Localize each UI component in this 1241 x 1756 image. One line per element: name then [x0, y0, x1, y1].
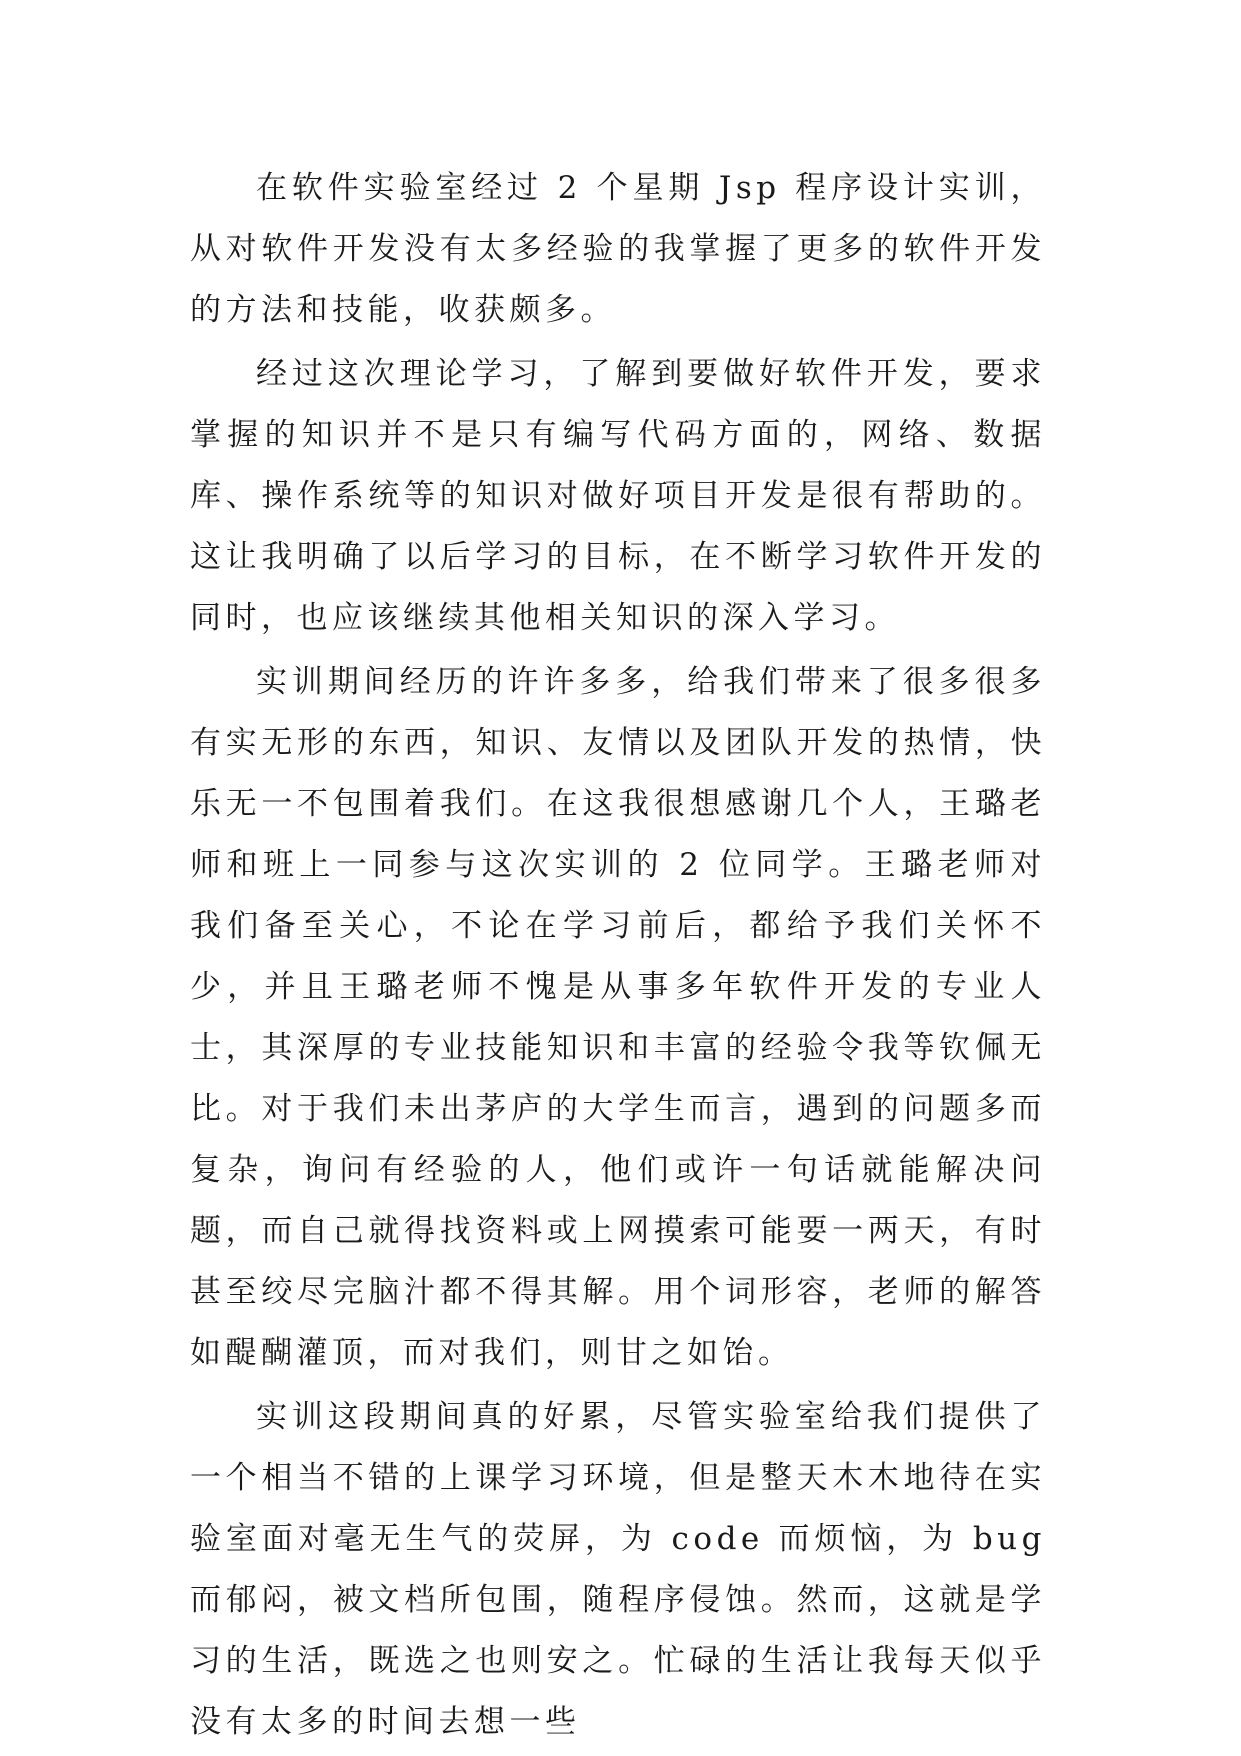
paragraph-2: 经过这次理论学习，了解到要做好软件开发，要求掌握的知识并不是只有编写代码方面的，网络、数据库、操作系统等的知识对做好项目开发是很有帮助的。这让我明确了以后学习的目标，在不断学习软件开发的同时，也应该继续其他相关知识的深入学习。 — [190, 356, 1046, 636]
document-body — [190, 158, 1046, 1756]
paragraph-1: 在软件实验室经过 2 个星期 Jsp 程序设计实训，从对软件开发没有太多经验的我掌握了更多的软件开发的方法和技能，收获颇多。 — [190, 170, 1046, 328]
paragraph-4: 实训这段期间真的好累，尽管实验室给我们提供了一个相当不错的上课学习环境，但是整天木木地待在实验室面对毫无生气的荧屏，为 code 而烦恼，为 bug 而郁闷，被文档所包围，随程序侵蚀。然而，这就是学习的生活，既选之也则安之。忙碌的生活让我每天似乎没有太多的时间去想一些 — [190, 1399, 1046, 1740]
paragraph-3: 实训期间经历的许许多多，给我们带来了很多很多有实无形的东西，知识、友情以及团队开发的热情，快乐无一不包围着我们。在这我很想感谢几个人，王璐老师和班上一同参与这次实训的 2 位同学。王璐老师对我们备至关心，不论在学习前后，都给予我们关怀不少，并且王璐老师不愧是从事多年软件开发的专业人士，其深厚的专业技能知识和丰富的经验令我等钦佩无比。对于我们未出茅庐的大学生而言，遇到的问题多而复杂，询问有经验的人，他们或许一句话就能解决问题，而自己就得找资料或上网摸索可能要一两天，有时甚至绞尽完脑汁都不得其解。用个词形容，老师的解答如醍醐灌顶，而对我们，则甘之如饴。 — [190, 664, 1046, 1371]
